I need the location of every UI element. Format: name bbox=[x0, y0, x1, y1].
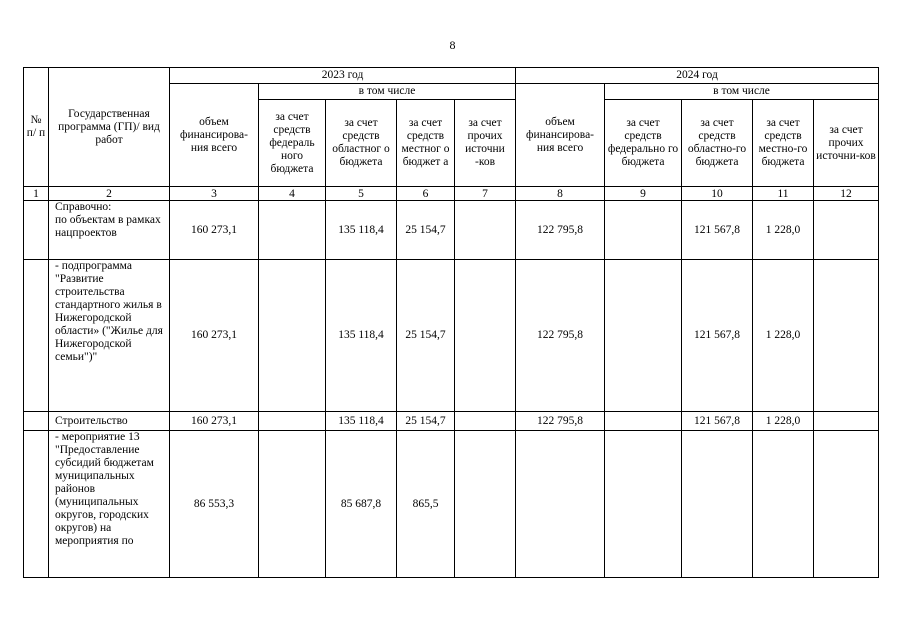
cell-federal-2024 bbox=[605, 201, 682, 260]
table-row bbox=[24, 412, 879, 431]
column-number: 1 bbox=[24, 187, 49, 201]
column-number: 7 bbox=[455, 187, 516, 201]
cell-federal-2023 bbox=[259, 260, 326, 412]
cell-total-2024 bbox=[516, 431, 605, 578]
cell-federal-2023 bbox=[259, 412, 326, 431]
cell-regional-2023: 135 118,4 bbox=[326, 412, 397, 431]
table-row bbox=[24, 260, 879, 412]
cell-total-2023: 86 553,3 bbox=[170, 431, 259, 578]
cell-regional-2024 bbox=[682, 431, 753, 578]
cell-other-2024 bbox=[814, 431, 879, 578]
cell-other-2024 bbox=[814, 412, 879, 431]
table-row bbox=[24, 201, 879, 260]
cell-other-2023 bbox=[455, 260, 516, 412]
cell-regional-2024: 121 567,8 bbox=[682, 412, 753, 431]
header-year-2024: 2024 год bbox=[516, 68, 879, 84]
financing-table bbox=[23, 67, 879, 578]
row-number bbox=[24, 412, 49, 431]
cell-other-2024 bbox=[814, 260, 879, 412]
table-row bbox=[24, 431, 879, 578]
column-number: 11 bbox=[753, 187, 814, 201]
row-name: - мероприятие 13 "Предоставление субсидий бюджетам муниципальных районов (муниципальных округов, городских округов) на мероприятия по bbox=[49, 431, 170, 578]
cell-other-2023 bbox=[455, 412, 516, 431]
header-2024-total: объем финансирова-ния всего bbox=[516, 84, 605, 187]
cell-federal-2024 bbox=[605, 260, 682, 412]
page-number: 8 bbox=[449, 38, 456, 52]
cell-federal-2024 bbox=[605, 412, 682, 431]
header-2024-other: за счет прочих источни-ков bbox=[814, 100, 879, 187]
cell-local-2024 bbox=[753, 431, 814, 578]
header-program: Государственная программа (ГП)/ вид работ bbox=[49, 68, 170, 187]
header-2024-federal: за счет средств федерально го бюджета bbox=[605, 100, 682, 187]
cell-local-2023: 25 154,7 bbox=[397, 201, 455, 260]
column-number: 10 bbox=[682, 187, 753, 201]
header-2023-federal: за счет средств федераль ного бюджета bbox=[259, 100, 326, 187]
cell-other-2023 bbox=[455, 431, 516, 578]
cell-other-2023 bbox=[455, 201, 516, 260]
column-number: 12 bbox=[814, 187, 879, 201]
cell-other-2024 bbox=[814, 201, 879, 260]
cell-total-2023: 160 273,1 bbox=[170, 260, 259, 412]
row-number bbox=[24, 260, 49, 412]
column-number: 5 bbox=[326, 187, 397, 201]
column-number: 6 bbox=[397, 187, 455, 201]
cell-regional-2023: 85 687,8 bbox=[326, 431, 397, 578]
cell-local-2024: 1 228,0 bbox=[753, 412, 814, 431]
header-2024-including: в том числе bbox=[605, 84, 879, 100]
row-number bbox=[24, 201, 49, 260]
cell-total-2024: 122 795,8 bbox=[516, 412, 605, 431]
column-number: 4 bbox=[259, 187, 326, 201]
cell-local-2023: 25 154,7 bbox=[397, 412, 455, 431]
header-2023-local: за счет средств местног о бюджет а bbox=[397, 100, 455, 187]
header-year-2023: 2023 год bbox=[170, 68, 516, 84]
header-2024-local: за счет средств местно-го бюджета bbox=[753, 100, 814, 187]
cell-federal-2023 bbox=[259, 201, 326, 260]
cell-regional-2024: 121 567,8 bbox=[682, 260, 753, 412]
column-number: 9 bbox=[605, 187, 682, 201]
column-number: 2 bbox=[49, 187, 170, 201]
header-2023-other: за счет прочих источни -ков bbox=[455, 100, 516, 187]
header-2023-total: объем финансирова-ния всего bbox=[170, 84, 259, 187]
header-row-years bbox=[24, 68, 879, 84]
row-name: Справочно: по объектам в рамках нацпроектов bbox=[49, 201, 170, 260]
column-number: 3 bbox=[170, 187, 259, 201]
header-num: № п/ п bbox=[24, 68, 49, 187]
cell-regional-2024: 121 567,8 bbox=[682, 201, 753, 260]
cell-local-2023: 25 154,7 bbox=[397, 260, 455, 412]
cell-federal-2023 bbox=[259, 431, 326, 578]
cell-regional-2023: 135 118,4 bbox=[326, 201, 397, 260]
cell-regional-2023: 135 118,4 bbox=[326, 260, 397, 412]
cell-local-2024: 1 228,0 bbox=[753, 201, 814, 260]
column-number-row bbox=[24, 187, 879, 201]
header-2024-regional: за счет средств областно-го бюджета bbox=[682, 100, 753, 187]
cell-total-2024: 122 795,8 bbox=[516, 260, 605, 412]
cell-local-2024: 1 228,0 bbox=[753, 260, 814, 412]
cell-total-2023: 160 273,1 bbox=[170, 412, 259, 431]
cell-total-2024: 122 795,8 bbox=[516, 201, 605, 260]
row-name: - подпрограмма "Развитие строительства стандартного жилья в Нижегородской области» ("Жилье для Нижегородской семьи")" bbox=[49, 260, 170, 412]
row-number bbox=[24, 431, 49, 578]
header-2023-regional: за счет средств областног о бюджета bbox=[326, 100, 397, 187]
cell-local-2023: 865,5 bbox=[397, 431, 455, 578]
column-number: 8 bbox=[516, 187, 605, 201]
cell-total-2023: 160 273,1 bbox=[170, 201, 259, 260]
header-2023-including: в том числе bbox=[259, 84, 516, 100]
cell-federal-2024 bbox=[605, 431, 682, 578]
row-name: Строительство bbox=[49, 412, 170, 431]
